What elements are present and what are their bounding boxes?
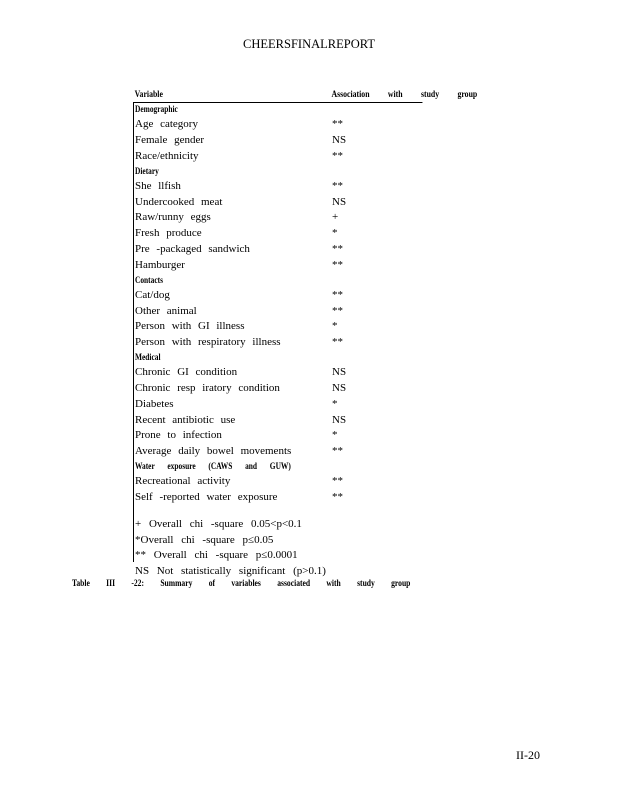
variable-cell: Recent antibiotic use [135, 413, 236, 426]
table-row [133, 149, 486, 165]
variable-cell: Prone to infection [135, 429, 222, 442]
column-header-variable: Variable [134, 90, 163, 100]
table-row [133, 117, 486, 133]
association-cell: + [332, 211, 339, 224]
table-row [133, 210, 486, 226]
legend-item: *Overall chi -square p≤0.05 [135, 533, 274, 546]
association-cell: NS [332, 195, 347, 208]
table-row [133, 413, 486, 429]
column-header-association: Association with study group [331, 90, 478, 100]
variable-cell: Self -reported water exposure [135, 490, 278, 503]
category-row: Water exposure (CAWS and GUW) [135, 461, 291, 472]
table-header-row [133, 88, 478, 103]
variable-cell: Other animal [135, 304, 197, 317]
table-caption: Table III -22: Summary of variables associated with study group [72, 579, 411, 589]
association-cell: ** [332, 304, 343, 317]
table-row [133, 365, 486, 381]
variable-cell: Pre -packaged sandwich [135, 242, 250, 255]
association-cell: * [332, 320, 338, 333]
summary-table [133, 88, 486, 506]
variable-cell: She llfish [135, 179, 181, 192]
variable-cell: Chronic GI condition [135, 366, 238, 379]
variable-cell: Cat/dog [135, 288, 170, 301]
variable-cell: Undercooked meat [135, 195, 223, 208]
table-row [133, 304, 486, 320]
table-row [133, 474, 486, 490]
table-row [133, 258, 486, 274]
category-row: Contacts [135, 275, 163, 286]
association-cell: NS [332, 133, 347, 146]
variable-cell: Diabetes [135, 397, 174, 410]
variable-cell: Person with respiratory illness [135, 336, 281, 349]
legend-item: NS Not statistically significant (p>0.1) [135, 564, 326, 577]
variable-cell: Recreational activity [135, 475, 231, 488]
association-cell: ** [332, 118, 343, 131]
association-cell: * [332, 227, 338, 240]
table-row [133, 335, 486, 351]
report-header: CHEERSFINALREPORT [243, 37, 375, 51]
legend-item: + Overall chi -square 0.05<p<0.1 [135, 518, 302, 530]
table-row [133, 242, 486, 258]
table-row [133, 397, 486, 413]
association-cell: ** [332, 490, 343, 503]
association-cell: ** [332, 149, 343, 162]
variable-cell: Person with GI illness [135, 320, 245, 333]
association-cell: * [332, 429, 338, 442]
table-row [133, 226, 486, 242]
variable-cell: Female gender [135, 133, 205, 146]
variable-cell: Race/ethnicity [135, 149, 199, 162]
category-row: Demographic [135, 105, 178, 115]
variable-cell: Average daily bowel movements [135, 445, 292, 458]
association-cell: ** [332, 258, 343, 271]
association-cell: NS [332, 381, 347, 394]
table-row [133, 195, 486, 211]
association-cell: ** [332, 336, 343, 349]
table-row [133, 179, 486, 195]
category-row: Medical [135, 352, 161, 363]
table-row [133, 444, 486, 460]
variable-cell: Chronic resp iratory condition [135, 381, 280, 394]
table-row [133, 288, 486, 304]
variable-cell: Raw/runny eggs [135, 211, 211, 224]
variable-cell: Fresh produce [135, 227, 202, 240]
table-row [133, 428, 486, 444]
association-cell: ** [332, 445, 343, 458]
association-cell: ** [332, 242, 343, 255]
table-row [133, 319, 486, 335]
association-cell: ** [332, 288, 343, 301]
page-number: II-20 [516, 748, 540, 762]
association-cell: NS [332, 366, 347, 379]
legend-item: ** Overall chi -square p≤0.0001 [135, 549, 298, 561]
significance-legend [135, 517, 326, 579]
association-cell: NS [332, 413, 347, 426]
variable-cell: Age category [135, 118, 198, 131]
table-row [133, 381, 486, 397]
association-cell: * [332, 397, 338, 410]
table-row [133, 133, 486, 149]
association-cell: ** [332, 475, 343, 488]
category-row: Dietary [135, 166, 159, 177]
variable-cell: Hamburger [135, 258, 185, 271]
table-row [133, 490, 486, 506]
association-cell: ** [332, 179, 343, 192]
